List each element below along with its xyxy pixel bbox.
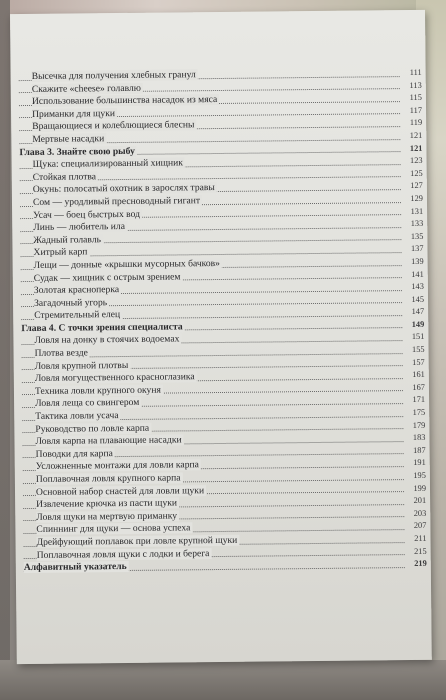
- toc-chapter-title: Алфавитный указатель: [23, 561, 127, 574]
- toc-page-number: 201: [413, 496, 427, 506]
- toc-entry-title: Стойкая плотва: [32, 171, 97, 183]
- toc-entry-title: Основной набор снастей для ловли щуки: [35, 484, 205, 498]
- toc-entry-title: Техника ловли крупного окуня: [34, 384, 161, 397]
- toc-entry-title: Извлечение крючка из пасти щуки: [36, 497, 178, 511]
- toc-entry-title: Руководство по ловле карпа: [35, 422, 150, 435]
- toc-entry-title: Золотая красноперка: [33, 284, 120, 297]
- toc-entry-title: Лещи — донные «крышки мусорных бачков»: [33, 257, 221, 271]
- toc-page-number: 207: [413, 521, 427, 531]
- toc-chapter-title: Глава 4. С точки зрения специалиста: [21, 321, 183, 334]
- toc-page-number: 111: [409, 67, 422, 77]
- toc-page-number: 167: [412, 382, 425, 392]
- toc-entry-title: Сом — уродливый пресноводный гигант: [32, 195, 201, 208]
- table-of-contents: [19, 67, 427, 575]
- toc-page-number: 123: [409, 156, 423, 166]
- toc-page-number: 133: [410, 218, 424, 229]
- toc-page-number: 129: [410, 193, 424, 203]
- toc-page-number: 157: [412, 357, 425, 367]
- toc-entry-title: Поплавочная ловля щуки с лодки и берега: [36, 547, 210, 561]
- toc-chapter-title: Глава 3. Знайте свою рыбу: [19, 145, 135, 158]
- toc-entry-title: Линь — любитель ила: [33, 221, 126, 234]
- toc-chapter-row: [24, 558, 427, 575]
- toc-page-number: 187: [412, 445, 426, 455]
- toc-entry-title: Усач — боец быстрых вод: [33, 208, 141, 221]
- toc-page-number: 145: [411, 294, 425, 304]
- toc-entry-title: Использование большинства насадок из мяса: [31, 94, 218, 108]
- toc-page-number: 121: [409, 130, 423, 140]
- toc-entry-title: Вращающиеся и колеблющиеся блесны: [32, 119, 195, 133]
- toc-entry-title: Окунь: полосатый охотник в зарослях травы: [32, 182, 215, 196]
- background-bottom: [0, 660, 446, 700]
- toc-page-number: 119: [409, 118, 423, 128]
- toc-page-number: 195: [413, 470, 426, 480]
- toc-page-number: 199: [413, 483, 427, 493]
- toc-entry-title: Высечка для получения хлебных гранул: [31, 69, 196, 82]
- toc-page-number: 175: [412, 407, 426, 418]
- toc-entry-title: Поводки для карпа: [35, 447, 113, 460]
- toc-page-number: 139: [411, 256, 424, 266]
- toc-entry-title: Спиннинг для щуки — основа успеха: [36, 522, 191, 536]
- toc-entry-title: Ловля могущественного красноглазика: [34, 371, 195, 385]
- toc-page-number: 191: [413, 458, 426, 468]
- toc-entry-title: Плотва везде: [34, 347, 88, 359]
- toc-page-number: 115: [409, 93, 422, 103]
- book-page: [10, 10, 432, 664]
- toc-page-number: 125: [410, 168, 423, 178]
- toc-entry-title: Судак — хищник с острым зрением: [33, 270, 181, 284]
- toc-page-number: 161: [412, 370, 425, 380]
- background-left: [0, 0, 10, 700]
- toc-page-number: 155: [411, 344, 425, 355]
- toc-entry-title: Скажите «cheese» голавлю: [31, 82, 141, 95]
- toc-page-number: 147: [411, 307, 425, 317]
- toc-entry-title: Приманки для щуки: [32, 107, 116, 120]
- toc-page-number: 219: [414, 558, 427, 569]
- toc-page-number: 203: [413, 508, 427, 518]
- toc-page-number: 127: [410, 181, 423, 191]
- toc-entry-title: Ловля леща со свингером: [35, 397, 140, 410]
- toc-page-number: 131: [410, 206, 424, 216]
- toc-entry-title: Загадочный угорь: [33, 296, 108, 309]
- toc-entry-title: Стремительный елец: [34, 309, 121, 322]
- toc-page-number: 151: [411, 332, 425, 342]
- toc-entry-title: Хитрый карп: [33, 246, 88, 259]
- toc-page-number: 121: [409, 143, 423, 153]
- toc-page-number: 137: [410, 244, 424, 254]
- toc-entry-title: Ловля щуки на мертвую приманку: [36, 510, 178, 523]
- toc-page-number: 135: [410, 231, 424, 241]
- toc-entry-title: Поплавочная ловля крупного карпа: [35, 472, 181, 485]
- toc-entry-title: Тактика ловли усача: [35, 410, 119, 422]
- toc-page-number: 149: [411, 319, 425, 329]
- toc-entry-title: Щука: специализированный хищник: [32, 157, 183, 171]
- toc-page-number: 171: [412, 395, 426, 405]
- toc-page-number: 117: [409, 105, 423, 115]
- toc-page-number: 215: [414, 546, 427, 556]
- toc-page-number: 113: [409, 80, 422, 90]
- toc-page-number: 143: [411, 281, 424, 292]
- toc-entry-title: Ловля карпа на плавающие насадки: [35, 434, 182, 448]
- toc-entry-title: Жадный голавль: [33, 233, 102, 246]
- toc-entry-title: Ловля на донку в стоячих водоемах: [34, 333, 180, 347]
- toc-entry-title: Ловля крупной плотвы: [34, 359, 129, 372]
- toc-entry-title: Усложненные монтажи для ловли карпа: [35, 459, 199, 473]
- toc-page-number: 211: [414, 533, 427, 543]
- toc-page-number: 183: [412, 433, 426, 443]
- toc-entry-title: Мертвые насадки: [32, 133, 105, 145]
- toc-page-number: 141: [411, 269, 424, 279]
- toc-page-number: 179: [412, 420, 426, 430]
- toc-entry-title: Дрейфующий поплавок при ловле крупной щуки: [36, 534, 238, 548]
